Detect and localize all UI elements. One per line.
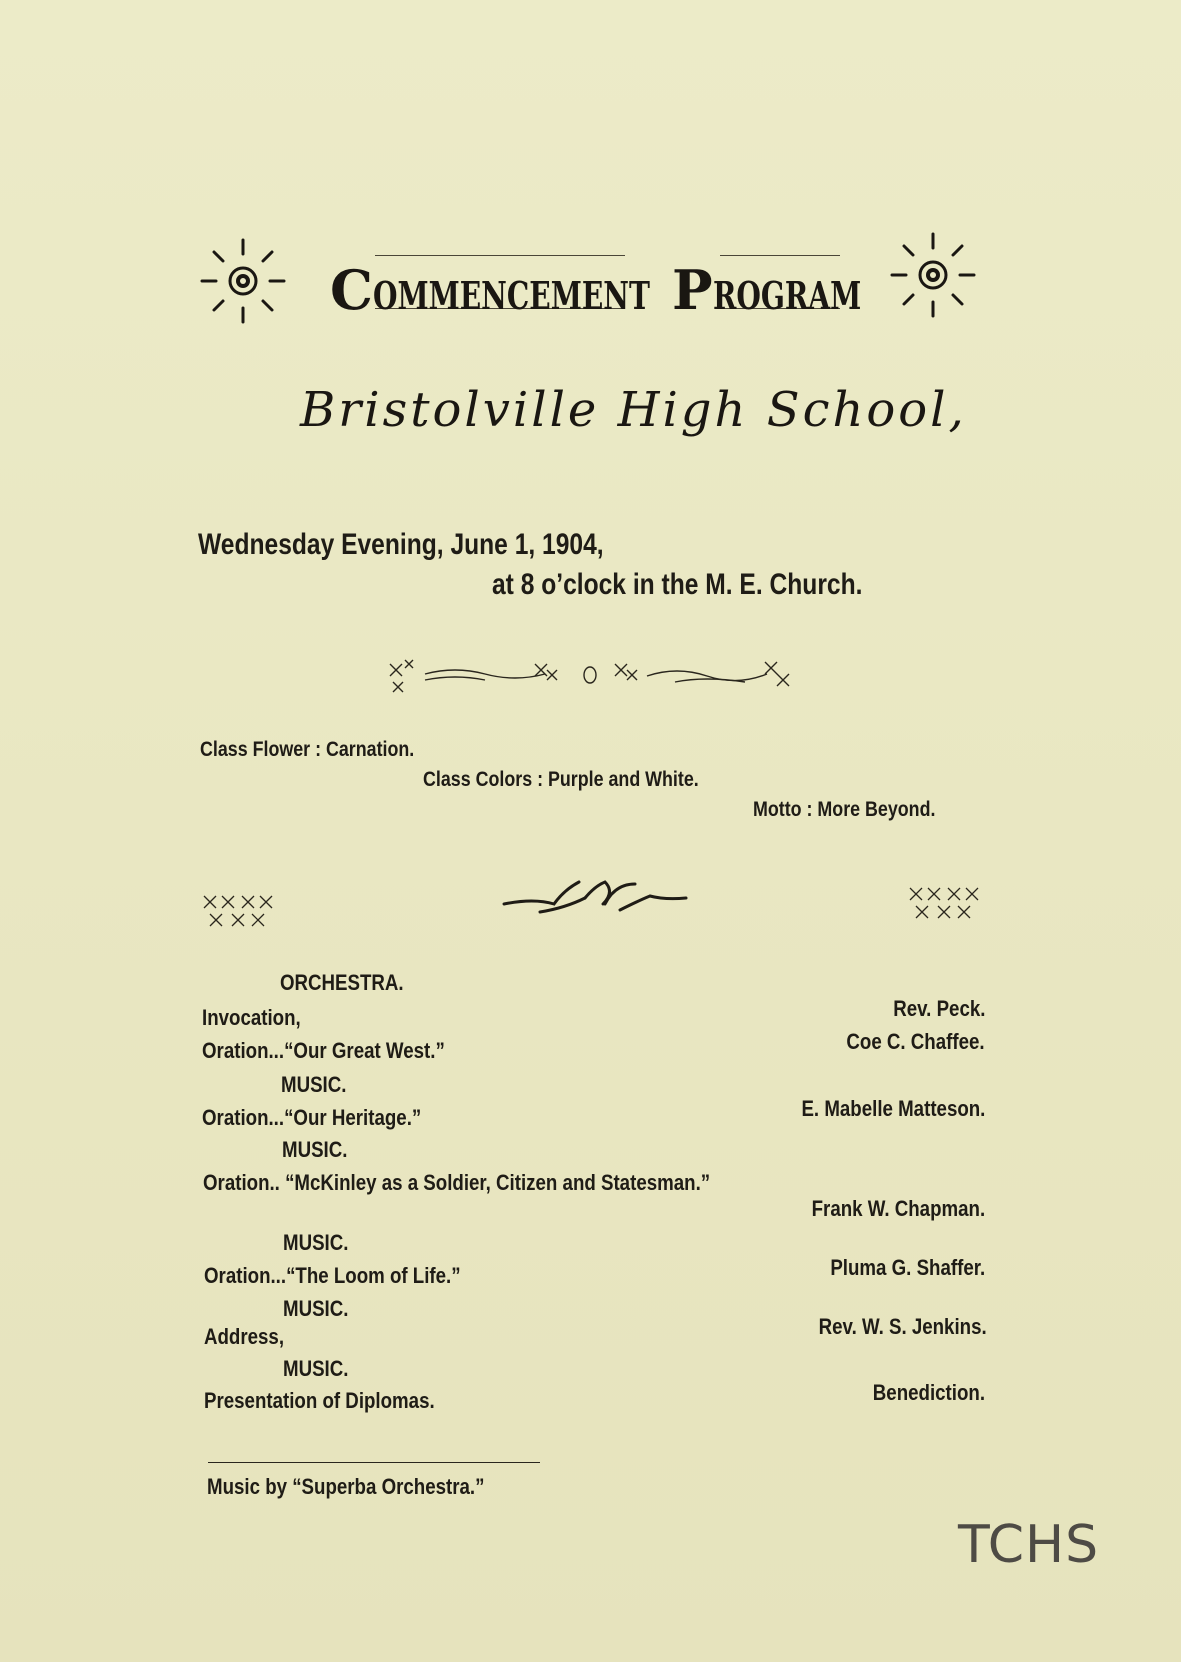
program-music-1: MUSIC. (281, 1072, 347, 1097)
right-col-wrap (877, 996, 985, 1022)
program-oration-1-by: Coe C. Chaffee. (846, 1029, 985, 1054)
flourish-ornament-icon (385, 652, 805, 698)
right-col-wrap (789, 1314, 987, 1340)
program-music-2: MUSIC. (282, 1137, 348, 1162)
program-oration-4-by: Pluma G. Shaffer. (830, 1255, 985, 1280)
footnote: Music by “Superba Orchestra.” (207, 1474, 485, 1499)
title-initial: P (672, 258, 713, 322)
leaf-cluster-icon (906, 884, 986, 926)
title-rest: OMMENCEMENT (372, 273, 650, 318)
date-line: Wednesday Evening, June 1, 1904, (198, 528, 604, 561)
leaf-cluster-icon (200, 892, 280, 934)
sun-ornament-icon (198, 236, 288, 326)
class-colors: Class Colors : Purple and White. (423, 768, 699, 791)
place-line: at 8 o’clock in the M. E. Church. (492, 568, 863, 601)
program-invocation-by: Rev. Peck. (892, 996, 985, 1021)
right-col-wrap (803, 1255, 985, 1281)
right-col-wrap (853, 1380, 985, 1406)
program-music-5: MUSIC. (283, 1356, 349, 1381)
program-oration-2: Oration...“Our Heritage.” (202, 1105, 422, 1130)
program-oration-2-by: E. Mabelle Matteson. (801, 1096, 985, 1121)
title-rule (720, 255, 840, 256)
program-music-3: MUSIC. (283, 1230, 349, 1255)
footnote-rule (208, 1462, 540, 1463)
right-col-wrap (822, 1029, 985, 1055)
program-orchestra: ORCHESTRA. (280, 970, 404, 995)
program-oration-4: Oration...“The Loom of Life.” (204, 1263, 461, 1288)
right-col-wrap (781, 1196, 985, 1222)
flourish-ornament-icon (500, 874, 690, 924)
program-invocation: Invocation, (202, 1005, 301, 1030)
program-oration-3-by: Frank W. Chapman. (811, 1196, 985, 1221)
title-rest: ROGRAM (712, 273, 861, 318)
watermark: TCHS (958, 1515, 1100, 1575)
title-word-program (672, 258, 913, 322)
program-address-by: Rev. W. S. Jenkins. (818, 1314, 987, 1339)
class-flower: Class Flower : Carnation. (200, 738, 415, 761)
program-benediction: Benediction. (872, 1380, 985, 1405)
school-name: Bristolville High School, (300, 382, 967, 438)
program-oration-3: Oration.. “McKinley as a Soldier, Citizen and Statesman.” (203, 1170, 711, 1195)
program-diplomas: Presentation of Diplomas. (204, 1388, 435, 1413)
program-address: Address, (204, 1324, 285, 1349)
title-rule (375, 255, 625, 256)
program-music-4: MUSIC. (283, 1296, 349, 1321)
right-col-wrap (769, 1096, 985, 1122)
title-initial: C (330, 258, 373, 322)
program-oration-1: Oration...“Our Great West.” (202, 1038, 445, 1063)
motto: Motto : More Beyond. (753, 798, 936, 821)
